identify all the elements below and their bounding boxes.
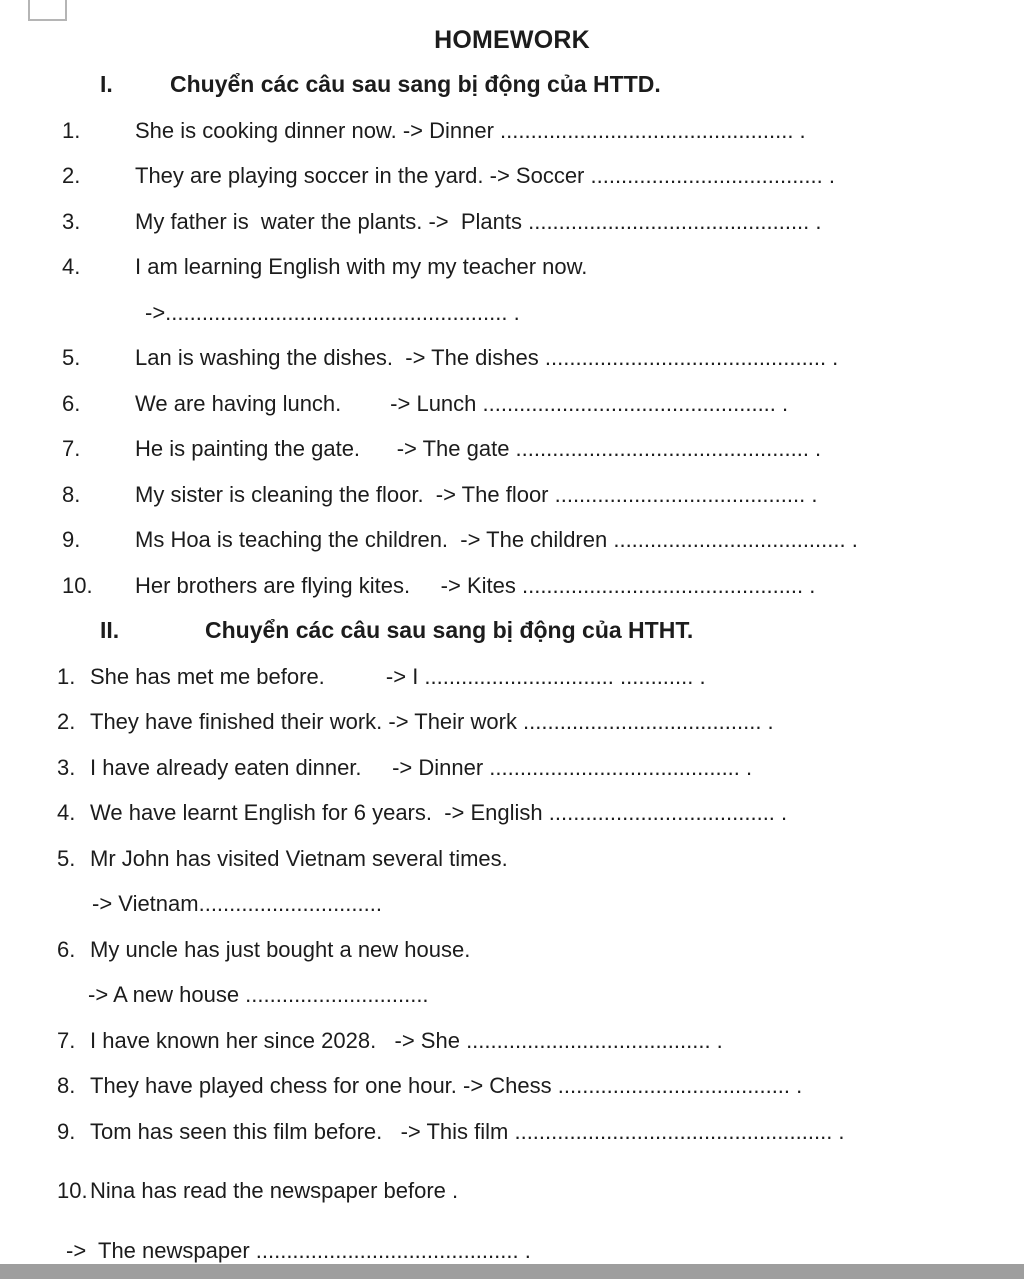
item-number: 9. — [57, 1118, 76, 1144]
page-corner-icon — [28, 0, 68, 28]
item-text: My uncle has just bought a new house. — [90, 936, 471, 962]
section-numeral: II. — [100, 617, 120, 643]
item-continuation-text: ->........................................................ . — [145, 299, 520, 325]
item-continuation-text: -> A new house .............................. — [88, 982, 429, 1007]
exercise-item — [0, 790, 1024, 836]
item-continuation-text: -> The newspaper ........................................... . — [66, 1237, 531, 1263]
item-text: Mr John has visited Vietnam several times. — [90, 845, 508, 871]
item-number: 9. — [62, 527, 81, 552]
section-heading — [0, 608, 1024, 654]
exercise-item — [0, 745, 1024, 791]
item-number: 8. — [62, 481, 81, 507]
item-number: 1. — [57, 663, 76, 689]
item-number: 3. — [57, 754, 76, 780]
item-text: They are playing soccer in the yard. -> Soccer ...................................... . — [135, 163, 835, 188]
item-number: 7. — [57, 1027, 76, 1053]
item-text: They have played chess for one hour. -> Chess ...................................... . — [90, 1073, 803, 1098]
item-number: 1. — [62, 117, 81, 143]
exercise-item — [0, 244, 1024, 290]
item-number: 3. — [62, 208, 81, 234]
item-number: 4. — [57, 800, 76, 825]
item-number: 2. — [57, 709, 76, 734]
exercise-item — [0, 836, 1024, 882]
exercise-item — [0, 108, 1024, 154]
section-numeral: I. — [100, 71, 113, 97]
item-text: They have finished their work. -> Their work ....................................... . — [90, 709, 774, 734]
exercise-item — [0, 654, 1024, 700]
item-continuation-text: -> Vietnam.............................. — [92, 891, 382, 916]
exercise-item — [0, 153, 1024, 199]
exercise-item — [0, 472, 1024, 518]
item-text: Ms Hoa is teaching the children. -> The children ...................................... . — [135, 527, 858, 552]
item-text: Nina has read the newspaper before . — [90, 1178, 459, 1203]
item-text: Her brothers are flying kites. -> Kites .............................................. . — [135, 572, 816, 598]
item-text: I have known her since 2028. -> She ........................................ . — [90, 1027, 723, 1053]
exercise-item — [0, 335, 1024, 381]
exercise-item — [0, 563, 1024, 609]
item-text: Tom has seen this film before. -> This film .................................................... . — [90, 1118, 845, 1144]
item-text: I have already eaten dinner. -> Dinner ......................................... . — [90, 754, 753, 780]
item-number: 7. — [62, 436, 81, 461]
exercise-item — [0, 927, 1024, 973]
item-number: 8. — [57, 1073, 76, 1098]
item-number: 4. — [62, 254, 81, 279]
item-text: She has met me before. -> I ............................... ............ . — [90, 663, 706, 689]
item-number: 10. — [57, 1178, 88, 1203]
exercise-item — [0, 1063, 1024, 1109]
page-title: HOMEWORK — [434, 26, 590, 54]
exercise-item — [0, 1018, 1024, 1064]
exercise-item — [0, 381, 1024, 427]
exercise-item — [0, 199, 1024, 245]
item-text: My sister is cleaning the floor. -> The floor ......................................... . — [135, 481, 818, 507]
item-number: 5. — [62, 345, 81, 370]
item-text: Lan is washing the dishes. -> The dishes .............................................. . — [135, 345, 839, 370]
exercise-item — [0, 699, 1024, 745]
bottom-bar — [0, 1264, 1024, 1279]
item-number: 6. — [57, 936, 76, 962]
item-text: My father is water the plants. -> Plants .............................................. . — [135, 208, 822, 234]
section-heading — [0, 62, 1024, 108]
exercise-item — [0, 1168, 1024, 1214]
item-text: She is cooking dinner now. -> Dinner ................................................ . — [135, 117, 806, 143]
item-number: 5. — [57, 845, 76, 871]
section-heading-text: Chuyển các câu sau sang bị động của HTHT. — [205, 617, 694, 643]
item-text: We have learnt English for 6 years. -> English ..................................... . — [90, 800, 788, 825]
item-text: I am learning English with my my teacher now. — [135, 254, 588, 279]
item-text: We are having lunch. -> Lunch ................................................ . — [135, 390, 789, 416]
item-number: 2. — [62, 163, 81, 188]
exercise-item — [0, 517, 1024, 563]
item-number: 10. — [62, 572, 93, 598]
item-text: He is painting the gate. -> The gate ................................................ . — [135, 436, 822, 461]
item-number: 6. — [62, 390, 81, 416]
exercise-item — [0, 426, 1024, 472]
section-heading-text: Chuyển các câu sau sang bị động của HTTD. — [170, 71, 661, 97]
exercise-item — [0, 1109, 1024, 1155]
